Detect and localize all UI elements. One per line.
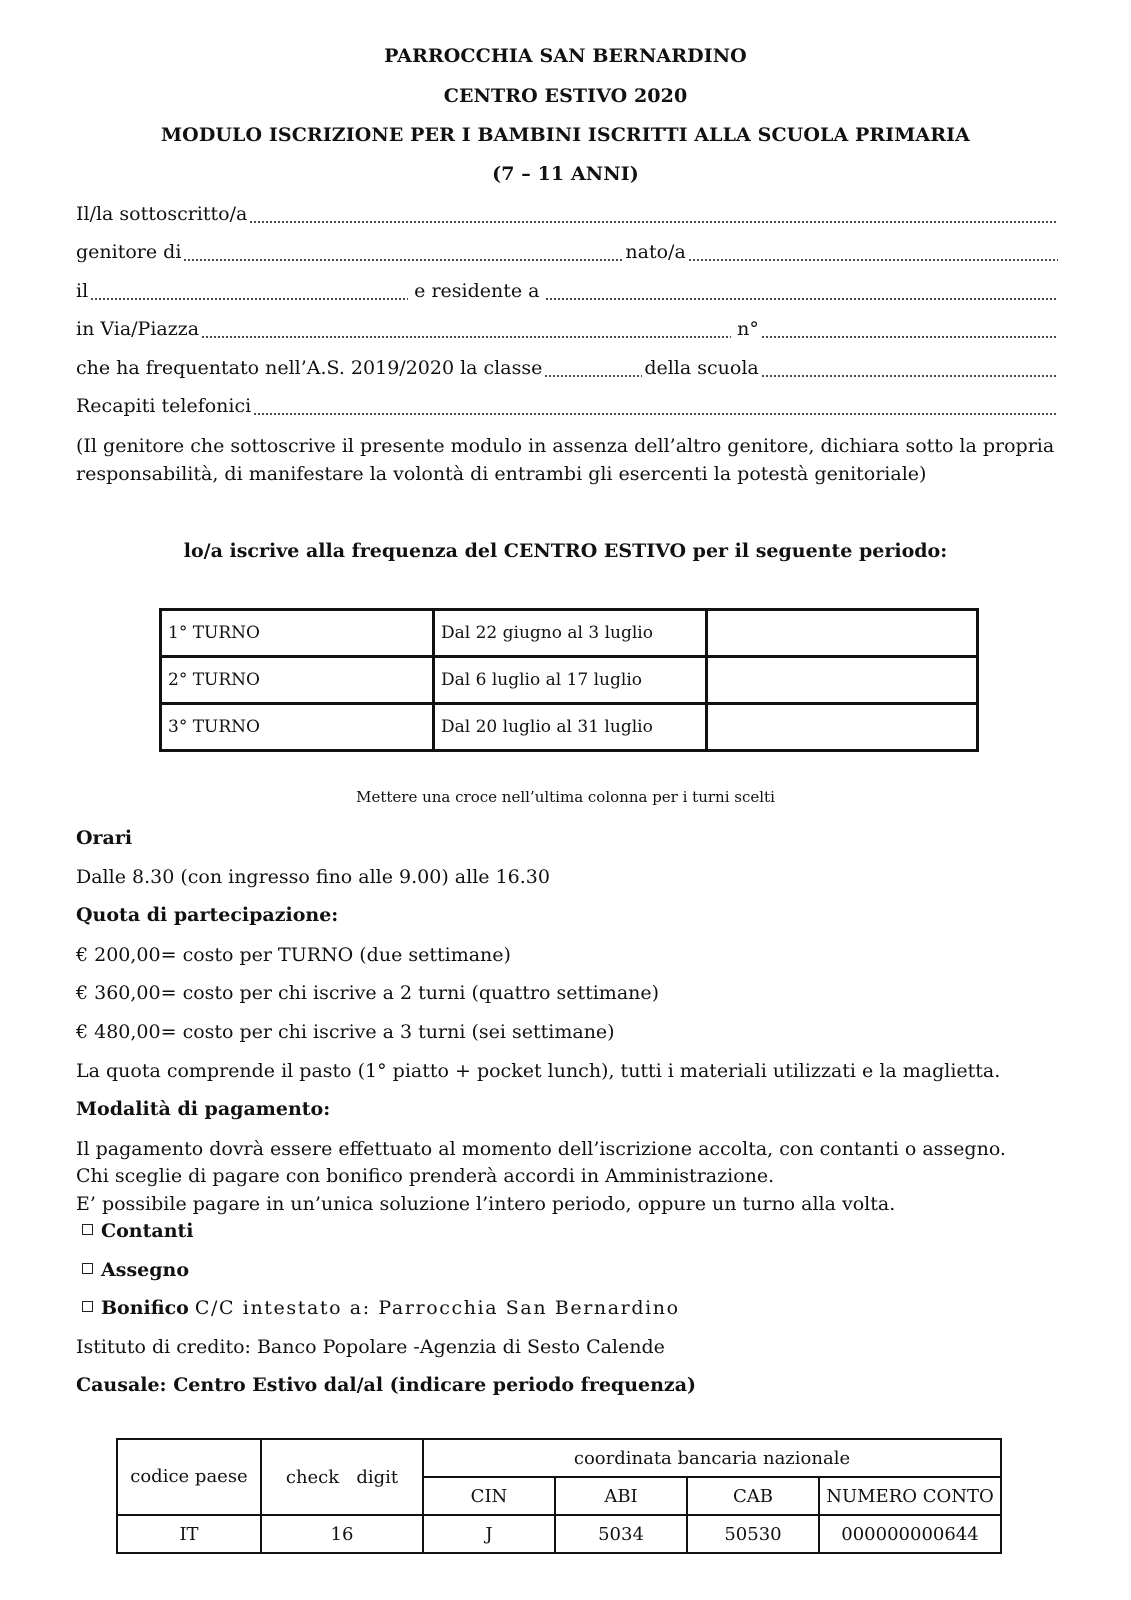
field-recapiti[interactable] <box>76 395 1060 421</box>
header-abi: ABI <box>555 1477 687 1515</box>
value-check-digit: 16 <box>261 1515 423 1553</box>
option-label: Bonifico <box>101 1297 189 1319</box>
header-age-range: (7 – 11 ANNI) <box>492 163 639 185</box>
checkbox-icon[interactable] <box>82 1224 93 1235</box>
option-label: Contanti <box>101 1220 194 1242</box>
field-classe-scuola[interactable] <box>76 357 1060 383</box>
header-cin: CIN <box>423 1477 555 1515</box>
header-cab: CAB <box>687 1477 819 1515</box>
turno-cell: 2° TURNO <box>161 657 434 704</box>
value-cin: J <box>423 1515 555 1553</box>
header-codice-paese: codice paese <box>117 1439 261 1515</box>
periodo-cell: Dal 22 giugno al 3 luglio <box>434 610 707 657</box>
scelta-checkbox-cell[interactable] <box>707 657 978 704</box>
pagamento-line: Il pagamento dovrà essere effettuato al momento dell’iscrizione accolta, con contanti o assegno. <box>76 1138 1006 1160</box>
orari-heading: Orari <box>76 827 133 849</box>
field-sottoscritto[interactable] <box>76 203 1060 229</box>
header-numero-conto: NUMERO CONTO <box>819 1477 1001 1515</box>
turni-table <box>159 608 979 752</box>
value-cab: 50530 <box>687 1515 819 1553</box>
fill-line[interactable] <box>688 259 1058 261</box>
periodo-cell: Dal 20 luglio al 31 luglio <box>434 704 707 751</box>
label-residente: e residente a <box>414 280 540 302</box>
pagamento-line: E’ possibile pagare in un’unica soluzione l’intero periodo, oppure un turno alla volta. <box>76 1193 896 1215</box>
label-scuola: della scuola <box>644 357 759 379</box>
table-instruction: Mettere una croce nell’ultima colonna per i turni scelti <box>356 788 775 806</box>
checkbox-icon[interactable] <box>82 1263 93 1274</box>
table-row <box>161 704 978 751</box>
option-assegno[interactable] <box>82 1259 189 1281</box>
table-row <box>161 657 978 704</box>
bonifico-intestazione: C/C intestato a: Parrocchia San Bernardino <box>194 1297 680 1319</box>
fill-line[interactable] <box>545 298 1058 300</box>
pagamento-heading: Modalità di pagamento: <box>76 1098 331 1120</box>
bank-coordinates-table <box>116 1438 1002 1554</box>
fill-line[interactable] <box>544 375 642 377</box>
quota-line: € 200,00= costo per TURNO (due settimane) <box>76 944 511 966</box>
label-genitore-di: genitore di <box>76 241 182 263</box>
label-recapiti: Recapiti telefonici <box>76 395 252 417</box>
periodo-cell: Dal 6 luglio al 17 luglio <box>434 657 707 704</box>
option-label: Assegno <box>101 1259 189 1281</box>
fill-line[interactable] <box>761 375 1058 377</box>
label-via: in Via/Piazza <box>76 318 200 340</box>
scelta-checkbox-cell[interactable] <box>707 704 978 751</box>
option-bonifico[interactable] <box>82 1297 680 1319</box>
scelta-checkbox-cell[interactable] <box>707 610 978 657</box>
quota-note: La quota comprende il pasto (1° piatto + pocket lunch), tutti i materiali utilizzati e la maglietta. <box>76 1060 1001 1082</box>
turno-cell: 1° TURNO <box>161 610 434 657</box>
declaration-note: (Il genitore che sottoscrive il presente modulo in assenza dell’altro genitore, dichiara sotto la propria responsabilità, di manifestare la volontà di entrambi gli esercenti la potestà genitoriale) <box>76 435 1055 485</box>
pagamento-line: Chi sceglie di pagare con bonifico prenderà accordi in Amministrazione. <box>76 1165 775 1187</box>
header-check-digit: check digit <box>261 1439 423 1515</box>
fill-line[interactable] <box>253 413 1058 415</box>
label-frequentato: che ha frequentato nell’A.S. 2019/2020 la classe <box>76 357 543 379</box>
field-genitore-nato[interactable] <box>76 241 1060 267</box>
quota-line: € 480,00= costo per chi iscrive a 3 turni (sei settimane) <box>76 1021 615 1043</box>
fill-line[interactable] <box>201 336 731 338</box>
table-row <box>117 1515 1001 1553</box>
option-contanti[interactable] <box>82 1220 194 1242</box>
turno-cell: 3° TURNO <box>161 704 434 751</box>
header-form-title: MODULO ISCRIZIONE PER I BAMBINI ISCRITTI ALLA SCUOLA PRIMARIA <box>161 124 970 146</box>
fill-line[interactable] <box>761 336 1058 338</box>
istituto-credito: Istituto di credito: Banco Popolare -Agenzia di Sesto Calende <box>76 1336 665 1358</box>
quota-line: € 360,00= costo per chi iscrive a 2 turni (quattro settimane) <box>76 982 660 1004</box>
label-nato: nato/a <box>625 241 686 263</box>
fill-line[interactable] <box>90 298 408 300</box>
field-il-residente[interactable] <box>76 280 1060 306</box>
header-center: CENTRO ESTIVO 2020 <box>443 85 688 107</box>
checkbox-icon[interactable] <box>82 1301 93 1312</box>
orari-text: Dalle 8.30 (con ingresso fino alle 9.00) alle 16.30 <box>76 866 550 888</box>
header-coordinata: coordinata bancaria nazionale <box>423 1439 1001 1477</box>
fill-line[interactable] <box>183 259 623 261</box>
value-numero-conto: 000000000644 <box>819 1515 1001 1553</box>
header-parish: PARROCCHIA SAN BERNARDINO <box>384 45 747 67</box>
value-codice-paese: IT <box>117 1515 261 1553</box>
field-via-numero[interactable] <box>76 318 1060 344</box>
table-row <box>161 610 978 657</box>
label-numero: n° <box>737 318 759 340</box>
enrollment-heading: lo/a iscrive alla frequenza del CENTRO ESTIVO per il seguente periodo: <box>183 540 948 562</box>
label-sottoscritto: Il/la sottoscritto/a <box>76 203 248 225</box>
value-abi: 5034 <box>555 1515 687 1553</box>
fill-line[interactable] <box>249 221 1058 223</box>
causale: Causale: Centro Estivo dal/al (indicare periodo frequenza) <box>76 1374 697 1396</box>
quota-heading: Quota di partecipazione: <box>76 904 339 926</box>
label-il: il <box>76 280 89 302</box>
